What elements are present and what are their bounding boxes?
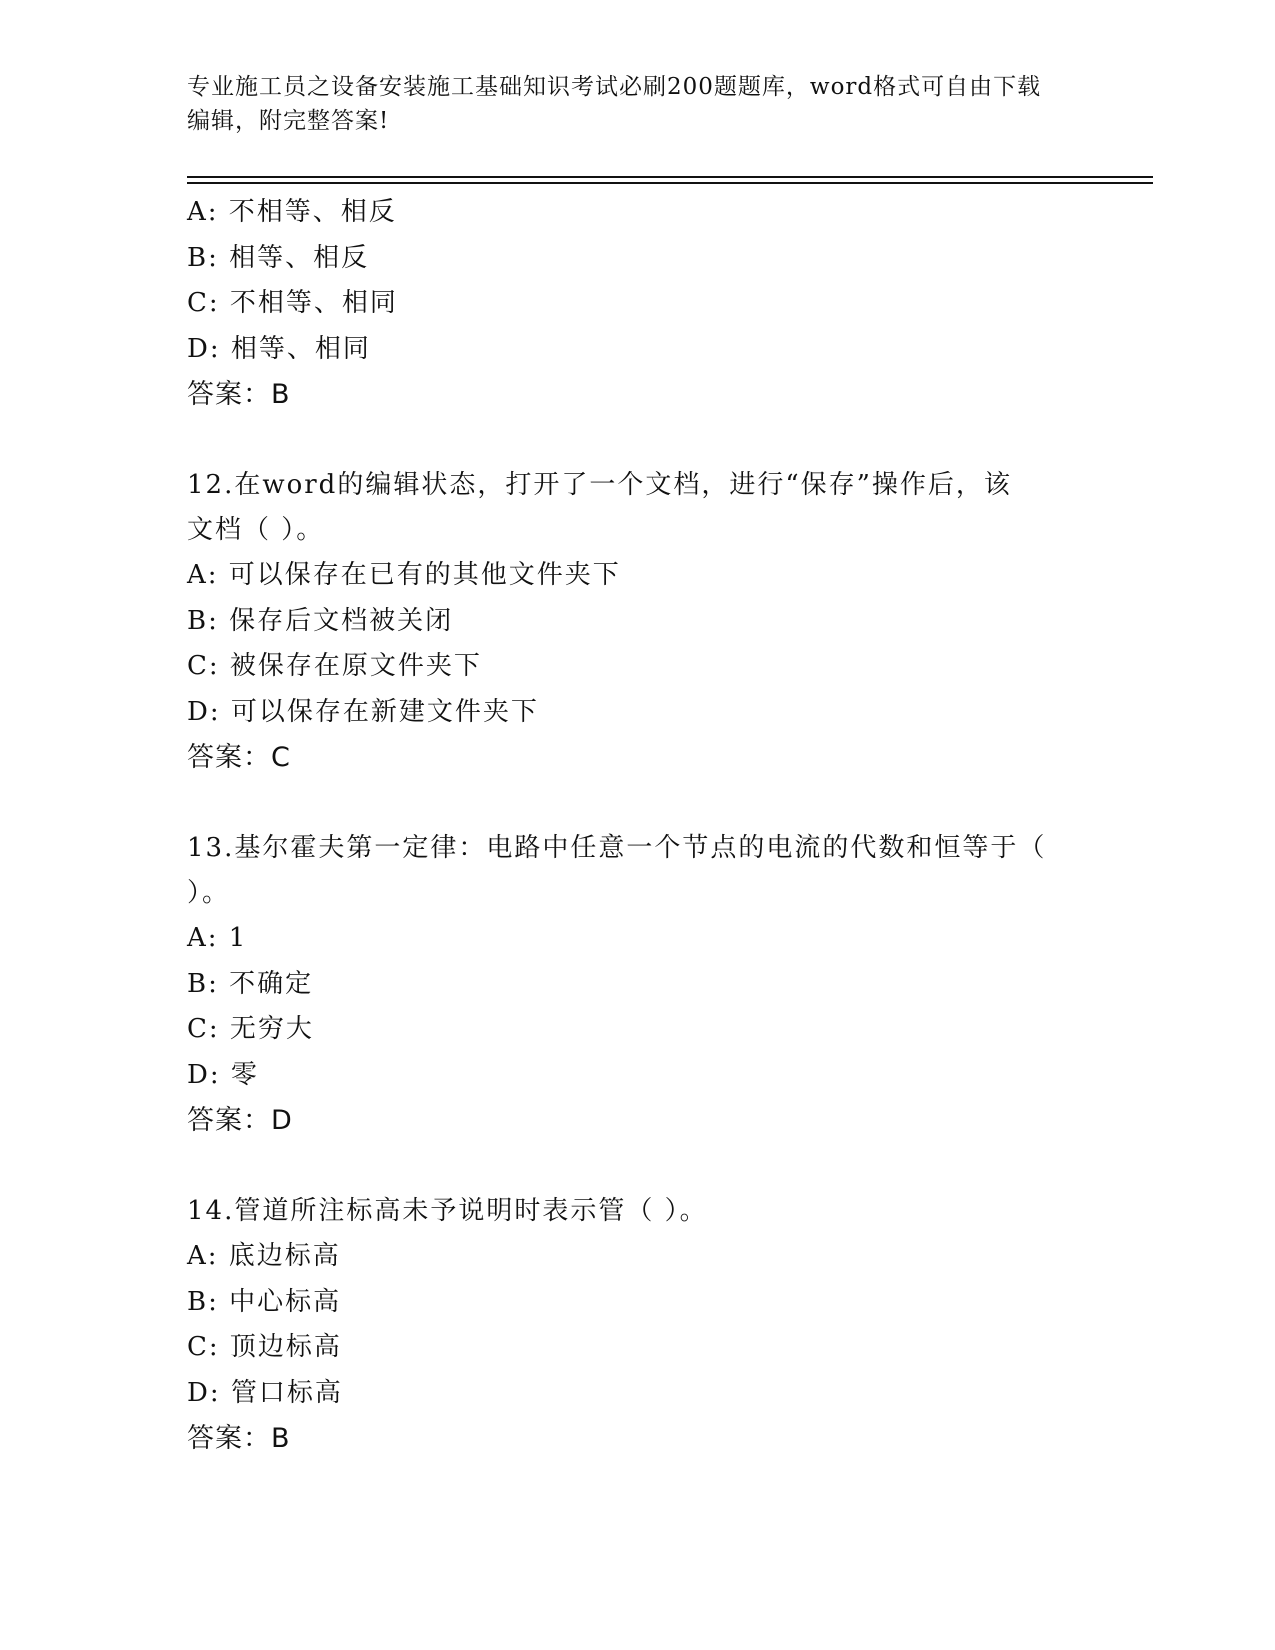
answer-line: 答案：B [187, 1423, 291, 1454]
option-a: A: 底边标高 [187, 1241, 341, 1271]
option-b: B: 保存后文档被关闭 [187, 605, 454, 636]
question-stem-line: 13.基尔霍夫第一定律：电路中任意一个节点的电流的代数和恒等于（ [187, 833, 1047, 863]
document-header [187, 70, 1067, 138]
question-stem-line: ）。 [187, 878, 231, 908]
answer-line: 答案：D [187, 1105, 293, 1136]
header-title-line-1: 专业施工员之设备安装施工基础知识考试必刷200题题库，word格式可自由下载 [187, 74, 1042, 100]
option-c: C: 无穷大 [187, 1014, 314, 1044]
header-title-line-2: 编辑，附完整答案! [187, 108, 390, 134]
question-block [187, 190, 1087, 418]
option-c: C: 被保存在原文件夹下 [187, 651, 482, 681]
question-list [187, 190, 1087, 1462]
question-block [187, 1189, 1087, 1462]
option-a: A: 不相等、相反 [187, 197, 397, 227]
answer-line: 答案：C [187, 742, 291, 773]
question-block [187, 463, 1087, 781]
option-d: D: 可以保存在新建文件夹下 [187, 696, 539, 727]
header-divider-bottom [187, 182, 1153, 184]
question-stem-line: 12.在word的编辑状态，打开了一个文档，进行“保存”操作后，该 [187, 470, 1012, 500]
option-b: B: 不确定 [187, 968, 314, 999]
option-b: B: 相等、相反 [187, 242, 370, 273]
option-c: C: 顶边标高 [187, 1332, 342, 1362]
option-b: B: 中心标高 [187, 1286, 342, 1317]
option-d: D: 相等、相同 [187, 333, 371, 364]
header-divider-top [187, 176, 1153, 178]
question-stem-line: 文档（ ）。 [187, 515, 325, 545]
question-block [187, 826, 1087, 1144]
option-d: D: 管口标高 [187, 1377, 343, 1408]
option-d: D: 零 [187, 1059, 259, 1090]
option-c: C: 不相等、相同 [187, 288, 398, 318]
question-stem-line: 14.管道所注标高未予说明时表示管（ ）。 [187, 1196, 708, 1226]
option-a: A: 1 [187, 923, 248, 953]
answer-line: 答案：B [187, 379, 291, 410]
option-a: A: 可以保存在已有的其他文件夹下 [187, 560, 621, 590]
